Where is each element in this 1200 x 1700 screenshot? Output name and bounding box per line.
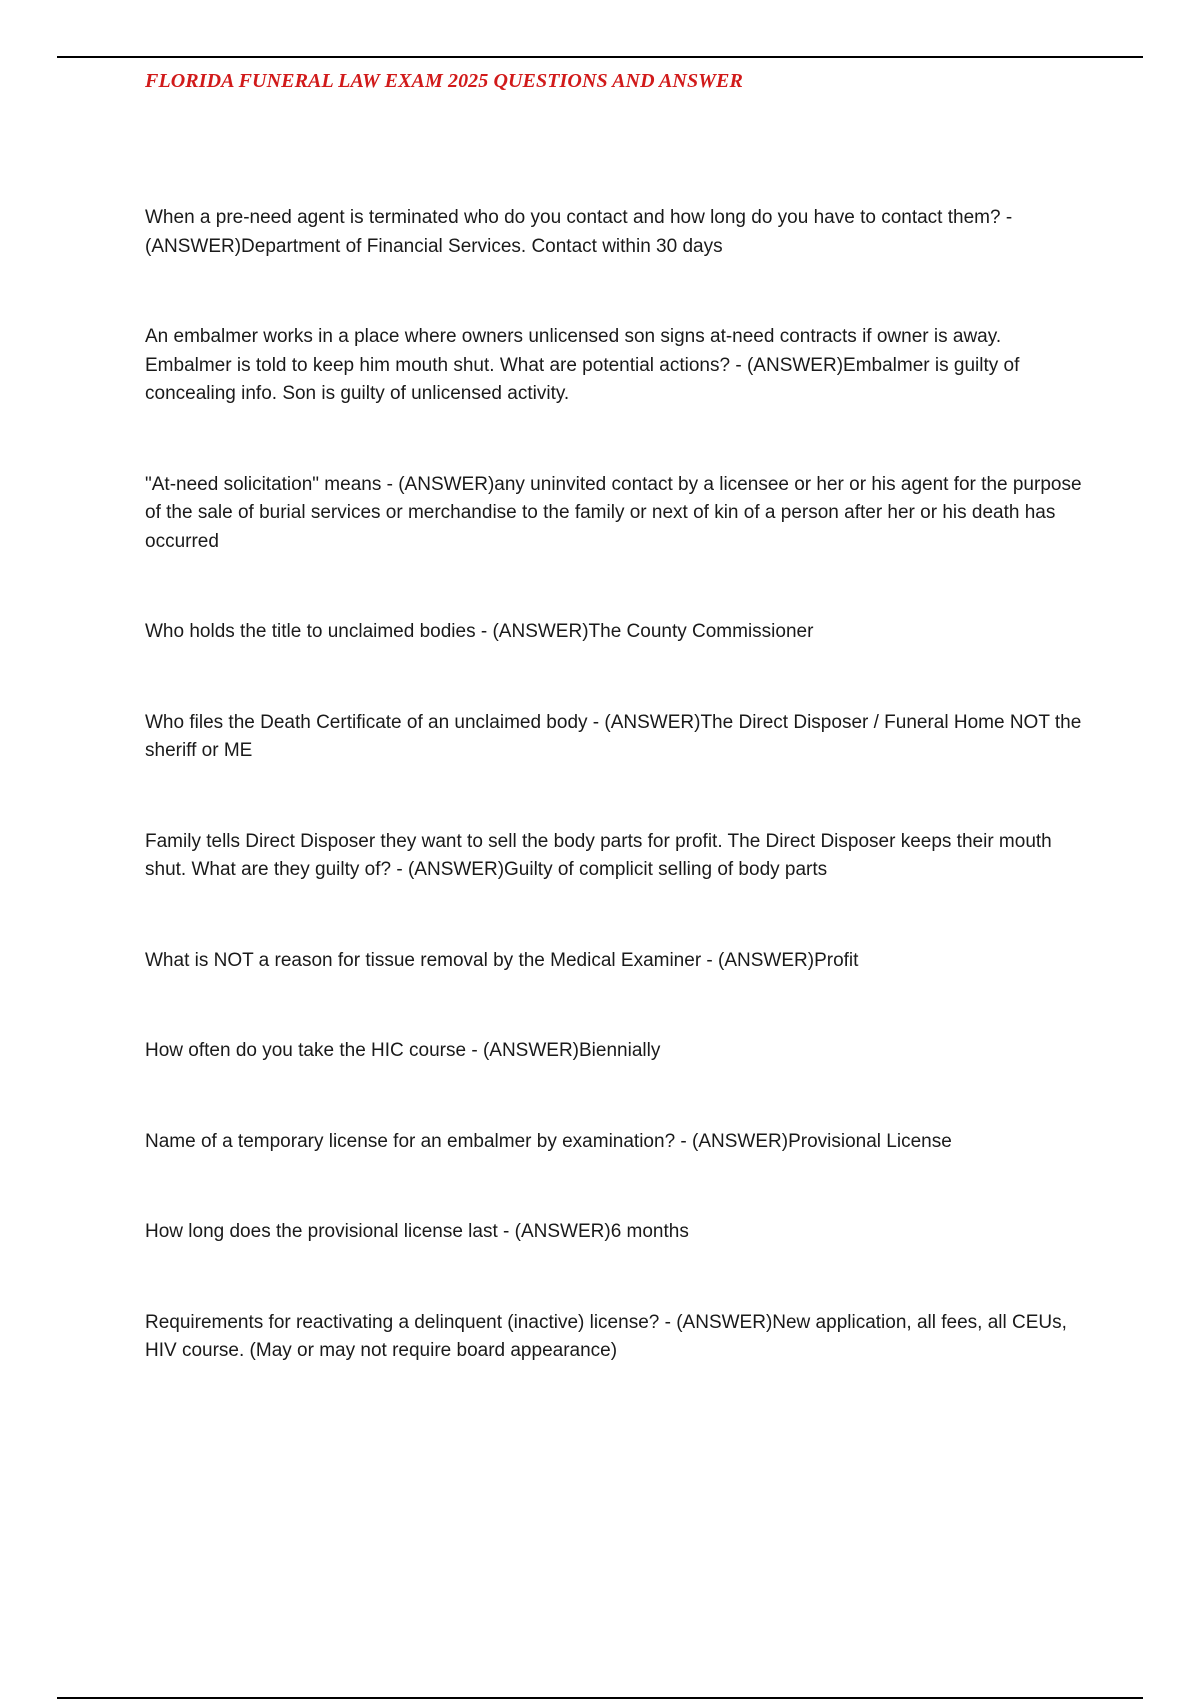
answer-text: (ANSWER)Provisional License [692,1130,952,1152]
qa-item [145,471,1090,557]
answer-text: (ANSWER)New application, all fees, all CEUs, HIV course. (May or may not require board appearance) [145,1311,1067,1361]
answer-text: (ANSWER)Profit [718,949,859,971]
answer-text: (ANSWER)The Direct Disposer / Funeral Home NOT the sheriff or ME [145,711,1082,761]
question-text: How long does the provisional license last - [145,1221,510,1242]
answer-text: (ANSWER)Department of Financial Services. Contact within 30 days [145,235,723,257]
answer-text: (ANSWER)Biennially [482,1040,661,1061]
qa-item [145,828,1090,885]
answer-text: (ANSWER)6 months [514,1221,689,1242]
question-text: "At-need solicitation" means - [145,473,393,495]
bottom-divider [57,1697,1143,1699]
question-text: An embalmer works in a place where owners unlicensed son signs at-need contracts if owner is away. Embalmer is told to keep him mouth shut. What are potential actions? - [145,326,1002,376]
question-text: What is NOT a reason for tissue removal by the Medical Examiner - [145,949,713,971]
question-text: Family tells Direct Disposer they want to sell the body parts for profit. The Direct Disposer keeps their mouth shut. What are they guilty of? - [145,830,1052,880]
document-title: FLORIDA FUNERAL LAW EXAM 2025 QUESTIONS AND ANSWER [145,70,743,92]
qa-item [145,947,1090,976]
question-text: Who holds the title to unclaimed bodies - [145,621,488,642]
qa-item [145,323,1090,409]
question-text: How often do you take the HIC course - [145,1040,478,1061]
answer-text: (ANSWER)The County Commissioner [492,621,814,642]
question-text: Name of a temporary license for an embalmer by examination? - [145,1130,687,1152]
answer-text: (ANSWER)Guilty of complicit selling of body parts [407,859,828,880]
qa-item [145,204,1090,261]
question-text: Requirements for reactivating a delinquent (inactive) license? - [145,1311,671,1333]
answer-text: (ANSWER)Embalmer is guilty of concealing info. Son is guilty of unlicensed activity. [145,354,1020,404]
qa-item [145,1037,1090,1066]
qa-item [145,709,1090,766]
question-text: When a pre-need agent is terminated who do you contact and how long do you have to contact them? - [145,207,1013,228]
qa-item [145,1218,1090,1247]
qa-list [145,204,1090,1428]
qa-item [145,618,1090,647]
answer-text: (ANSWER)any uninvited contact by a licensee or her or his agent for the purpose of the sale of burial services or merchandise to the family or next of kin of a person after her or his death has occurred [145,473,1082,552]
qa-item [145,1128,1090,1157]
top-divider [57,56,1143,58]
qa-item [145,1309,1090,1366]
question-text: Who files the Death Certificate of an unclaimed body - [145,711,600,733]
